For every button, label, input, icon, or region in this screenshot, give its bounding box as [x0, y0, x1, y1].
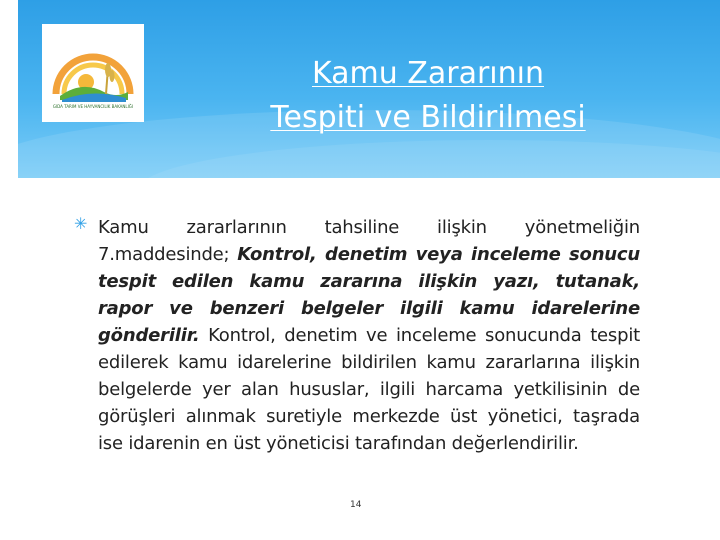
asterisk-bullet-icon: ✳ — [74, 214, 88, 233]
para-emphasis: Kontrol, denetim veya inceleme sonucu tespit edilen kamu zararına ilişkin yazı, tutanak, rapor ve benzeri belgeler ilgili kamu idarelerine gönderilir. — [98, 244, 641, 346]
slide-body — [74, 214, 641, 457]
logo-text: GIDA TARIM VE HAYVANCILIK BAKANLIĞI — [52, 104, 134, 109]
slide-title — [178, 52, 678, 140]
body-paragraph — [80, 214, 640, 457]
slide-header — [18, 0, 720, 178]
para-rest: Kontrol, denetim ve inceleme sonucunda tespit edilerek kamu idarelerine bildirilen kamu zararlarına ilişkin belgelerde yer alan hususlar, ilgili harcama yetkilisinin de görüşleri alınmak suretiyle merkezde üst yönetici, taşrada ise idarenin en üst yöneticisi tarafından değerlendirilir. — [98, 325, 640, 454]
page-number: 14 — [350, 500, 362, 510]
title-line-2: Tespiti ve Bildirilmesi — [270, 100, 586, 135]
ministry-logo — [42, 24, 144, 122]
para-intro: Kamu zararlarının tahsiline ilişkin yönetmeliğin 7.maddesinde; — [98, 217, 640, 265]
title-line-1: Kamu Zararının — [312, 56, 544, 91]
